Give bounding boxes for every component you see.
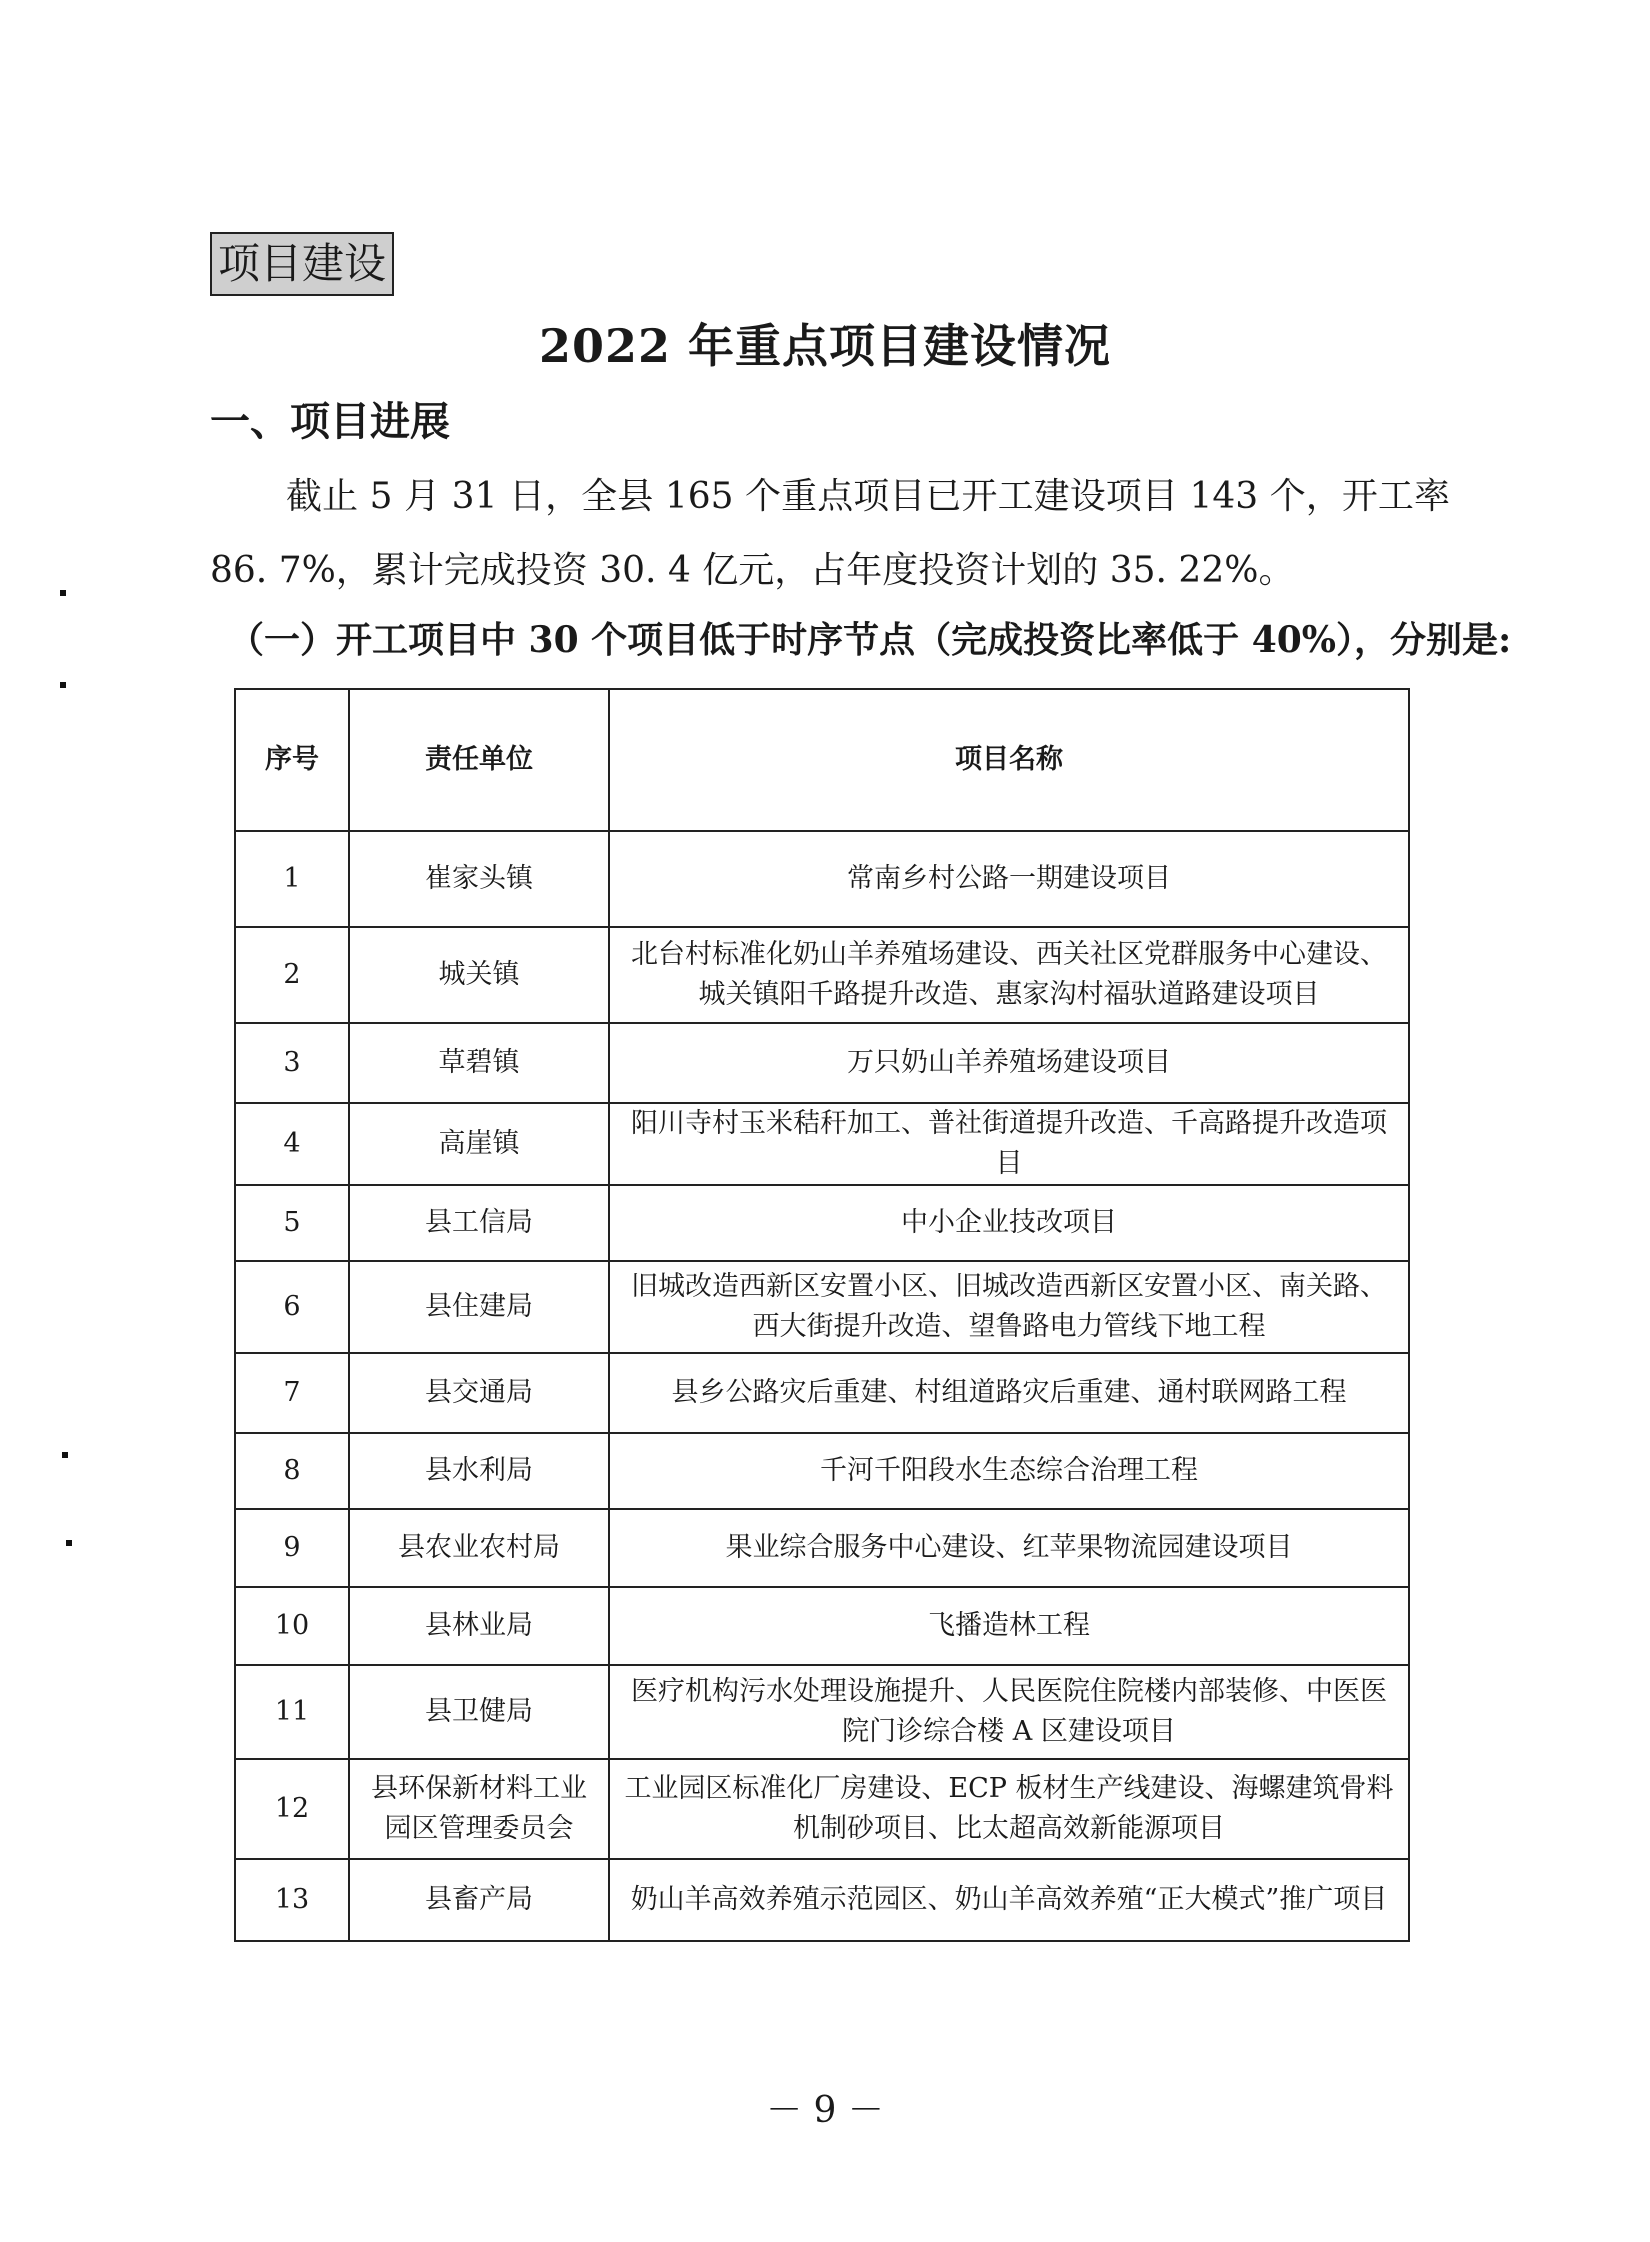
- table-row: [235, 927, 1409, 1023]
- cell-unit: 县工信局: [349, 1185, 609, 1261]
- cell-project: 常南乡村公路一期建设项目: [609, 831, 1409, 927]
- table-header-row: [235, 689, 1409, 831]
- cell-unit: 县林业局: [349, 1587, 609, 1665]
- section-tag: 项目建设: [210, 232, 394, 296]
- heading-lagging-projects: （一）开工项目中 30 个项目低于时序节点（完成投资比率低于 40%），分别是:: [228, 619, 1512, 661]
- table-row: [235, 1185, 1409, 1261]
- header-unit: 责任单位: [349, 689, 609, 831]
- cell-no: 10: [235, 1587, 349, 1665]
- cell-unit: 县住建局: [349, 1261, 609, 1353]
- cell-unit: 县农业农村局: [349, 1509, 609, 1587]
- cell-project: 飞播造林工程: [609, 1587, 1409, 1665]
- cell-project: 果业综合服务中心建设、红苹果物流园建设项目: [609, 1509, 1409, 1587]
- table-row: [235, 1665, 1409, 1759]
- cell-no: 5: [235, 1185, 349, 1261]
- scan-speck: [66, 1540, 72, 1546]
- cell-no: 1: [235, 831, 349, 927]
- document-title: 2022 年重点项目建设情况: [538, 319, 1112, 373]
- cell-no: 11: [235, 1665, 349, 1759]
- table-row: [235, 1261, 1409, 1353]
- scan-speck: [60, 682, 66, 688]
- projects-table: [234, 688, 1410, 1942]
- table-row: [235, 1103, 1409, 1185]
- header-project: 项目名称: [609, 689, 1409, 831]
- cell-no: 6: [235, 1261, 349, 1353]
- cell-unit: 城关镇: [349, 927, 609, 1023]
- cell-project: 北台村标准化奶山羊养殖场建设、西关社区党群服务中心建设、城关镇阳千路提升改造、惠家沟村福驮道路建设项目: [609, 927, 1409, 1023]
- cell-project: 旧城改造西新区安置小区、旧城改造西新区安置小区、南关路、西大街提升改造、望鲁路电力管线下地工程: [609, 1261, 1409, 1353]
- table-row: [235, 1023, 1409, 1103]
- cell-no: 7: [235, 1353, 349, 1433]
- cell-unit: 县卫健局: [349, 1665, 609, 1759]
- cell-project: 千河千阳段水生态综合治理工程: [609, 1433, 1409, 1509]
- cell-no: 4: [235, 1103, 349, 1185]
- cell-unit: 崔家头镇: [349, 831, 609, 927]
- table-row: [235, 1587, 1409, 1665]
- scan-speck: [62, 1452, 68, 1458]
- cell-no: 12: [235, 1759, 349, 1859]
- cell-unit: 高崖镇: [349, 1103, 609, 1185]
- table-row: [235, 1433, 1409, 1509]
- cell-project: 县乡公路灾后重建、村组道路灾后重建、通村联网路工程: [609, 1353, 1409, 1433]
- cell-no: 9: [235, 1509, 349, 1587]
- table-row: [235, 1509, 1409, 1587]
- page-number: － 9 －: [766, 2090, 884, 2131]
- table-row: [235, 1859, 1409, 1941]
- cell-no: 8: [235, 1433, 349, 1509]
- progress-paragraph: 截止 5 月 31 日，全县 165 个重点项目已开工建设项目 143 个，开工率 86. 7%，累计完成投资 30. 4 亿元，占年度投资计划的 35. 22%。: [210, 476, 1450, 591]
- cell-no: 2: [235, 927, 349, 1023]
- cell-project: 万只奶山羊养殖场建设项目: [609, 1023, 1409, 1103]
- cell-project: 医疗机构污水处理设施提升、人民医院住院楼内部装修、中医医院门诊综合楼 A 区建设项目: [609, 1665, 1409, 1759]
- cell-project: 工业园区标准化厂房建设、ECP 板材生产线建设、海螺建筑骨料机制砂项目、比太超高效新能源项目: [609, 1759, 1409, 1859]
- cell-unit: 县交通局: [349, 1353, 609, 1433]
- cell-unit: 草碧镇: [349, 1023, 609, 1103]
- cell-project: 奶山羊高效养殖示范园区、奶山羊高效养殖“正大模式”推广项目: [609, 1859, 1409, 1941]
- cell-unit: 县畜产局: [349, 1859, 609, 1941]
- header-no: 序号: [235, 689, 349, 831]
- scan-speck: [60, 590, 66, 596]
- table-row: [235, 831, 1409, 927]
- cell-project: 阳川寺村玉米秸秆加工、普社街道提升改造、千高路提升改造项目: [609, 1103, 1409, 1185]
- cell-project: 中小企业技改项目: [609, 1185, 1409, 1261]
- heading-project-progress: 一、项目进展: [210, 398, 450, 445]
- cell-unit: 县水利局: [349, 1433, 609, 1509]
- cell-no: 13: [235, 1859, 349, 1941]
- cell-no: 3: [235, 1023, 349, 1103]
- table-row: [235, 1353, 1409, 1433]
- table-row: [235, 1759, 1409, 1859]
- cell-unit: 县环保新材料工业园区管理委员会: [349, 1759, 609, 1859]
